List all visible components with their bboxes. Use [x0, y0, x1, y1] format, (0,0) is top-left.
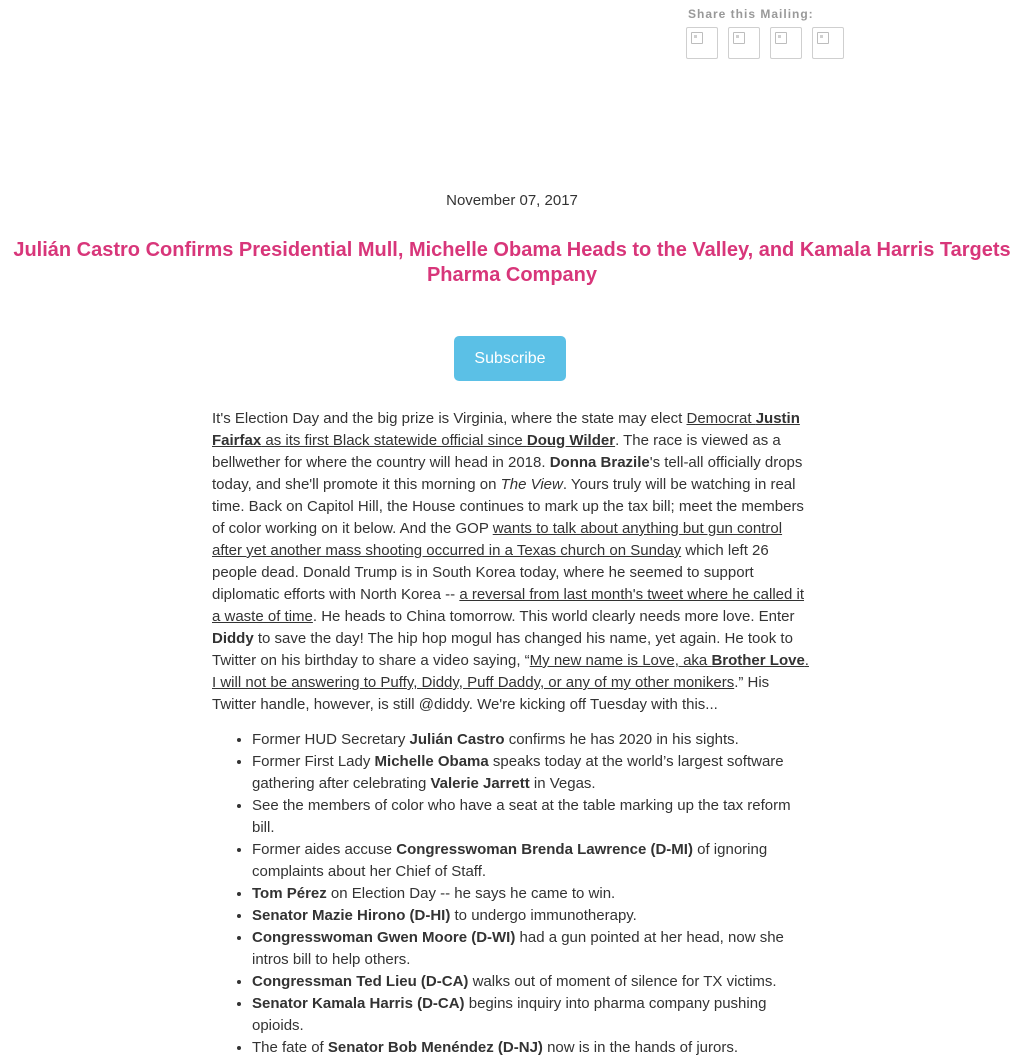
list-item: [252, 795, 812, 839]
text-run: of ignoring complaints about her Chief of Staff.: [252, 841, 768, 880]
headline-list: [212, 729, 812, 1059]
text-run: Senator Bob Menéndez (D-NJ): [327, 1039, 543, 1056]
text-run: Valerie Jarrett: [430, 775, 530, 792]
share-icons: [686, 27, 844, 59]
linkedin-icon[interactable]: [770, 27, 802, 59]
article-link[interactable]: wants to talk about anything but gun control after yet another mass shooting occurred in a Texas church on Sunday: [212, 520, 783, 559]
text-run: 's tell-all officially drops today, and she'll promote it this morning on: [212, 454, 803, 493]
text-run: which left 26 people dead. Donald Trump is in South Korea today, where he seemed to support diplomatic efforts with North Korea --: [212, 542, 769, 603]
text-run: It's Election Day and the big prize is Virginia, where the state may elect: [212, 410, 687, 427]
text-run: Congresswoman Gwen Moore (D-WI): [252, 929, 516, 946]
text-run: Donna Brazile: [549, 454, 650, 471]
text-run: walks out of moment of silence for TX victims.: [468, 973, 777, 990]
text-run: Former First Lady: [252, 753, 375, 770]
text-run: See the members of color who have a seat at the table marking up the tax reform bill.: [252, 797, 791, 836]
text-run: in Vegas.: [529, 775, 596, 792]
list-item: [252, 751, 812, 795]
share-label: Share this Mailing:: [688, 7, 814, 21]
list-item: [252, 993, 812, 1037]
text-run: Former HUD Secretary: [252, 731, 410, 748]
text-run: Congresswoman Brenda Lawrence (D-MI): [396, 841, 693, 858]
intro-paragraph: [212, 408, 812, 716]
text-run: . Yours truly will be watching in real time. Back on Capitol Hill, the House continues to mark up the tax bill; meet the members of color working on it below. And the GOP: [212, 476, 804, 537]
list-item: [252, 839, 812, 883]
text-run: . The race is viewed as a bellwether for where the country will head in 2018.: [212, 432, 781, 471]
article-body: [212, 408, 812, 1059]
subscribe-button[interactable]: Subscribe: [454, 336, 566, 381]
page-title: Julián Castro Confirms Presidential Mull, Michelle Obama Heads to the Valley, and Kamala Harris Targets Pharma Company: [13, 239, 1011, 286]
text-run: to save the day! The hip hop mogul has changed his name, yet again. He took to Twitter on his birthday to share a video saying, “: [212, 630, 793, 669]
article-link[interactable]: My new name is Love, aka: [529, 652, 712, 669]
text-run: confirms he has 2020 in his sights.: [504, 731, 739, 748]
text-run: begins inquiry into pharma company pushing opioids.: [252, 995, 767, 1034]
text-run: .” His Twitter handle, however, is still @diddy. We're kicking off Tuesday with this...: [212, 674, 770, 713]
text-run: . He heads to China tomorrow. This world clearly needs more love. Enter: [312, 608, 795, 625]
text-run: Congressman Ted Lieu (D-CA): [252, 973, 469, 990]
text-run: Michelle Obama: [374, 753, 489, 770]
article-link[interactable]: Brother Love: [711, 652, 805, 669]
text-run: to undergo immunotherapy.: [450, 907, 637, 924]
twitter-icon[interactable]: [728, 27, 760, 59]
list-item: [252, 729, 812, 751]
text-run: on Election Day -- he says he came to win.: [326, 885, 616, 902]
text-run: speaks today at the world’s largest software gathering after celebrating: [252, 753, 784, 792]
email-icon[interactable]: [812, 27, 844, 59]
article-link[interactable]: a reversal from last month's tweet where he called it a waste of time: [212, 586, 805, 625]
text-run: now is in the hands of jurors.: [542, 1039, 739, 1056]
text-run: Senator Mazie Hirono (D-HI): [252, 907, 451, 924]
list-item: [252, 971, 812, 993]
article-link[interactable]: Justin Fairfax: [212, 410, 800, 449]
article-link[interactable]: Doug Wilder: [526, 432, 616, 449]
text-run: The View: [500, 476, 563, 493]
text-run: Senator Kamala Harris (D-CA): [252, 995, 465, 1012]
facebook-icon[interactable]: [686, 27, 718, 59]
article-link[interactable]: . I will not be answering to Puffy, Diddy, Puff Daddy, or any of my other monikers: [212, 652, 809, 691]
text-run: Tom Pérez: [252, 885, 327, 902]
text-run: Diddy: [212, 630, 254, 647]
list-item: [252, 883, 812, 905]
article-link[interactable]: Democrat: [686, 410, 756, 427]
mailing-date: November 07, 2017: [446, 192, 578, 209]
list-item: [252, 927, 812, 971]
text-run: Julián Castro: [409, 731, 505, 748]
share-section: [686, 6, 844, 59]
text-run: Former aides accuse: [252, 841, 397, 858]
text-run: The fate of: [252, 1039, 328, 1056]
list-item: [252, 1037, 812, 1059]
list-item: [252, 905, 812, 927]
article-link[interactable]: as its first Black statewide official since: [261, 432, 527, 449]
text-run: had a gun pointed at her head, now she intros bill to help others.: [252, 929, 784, 968]
